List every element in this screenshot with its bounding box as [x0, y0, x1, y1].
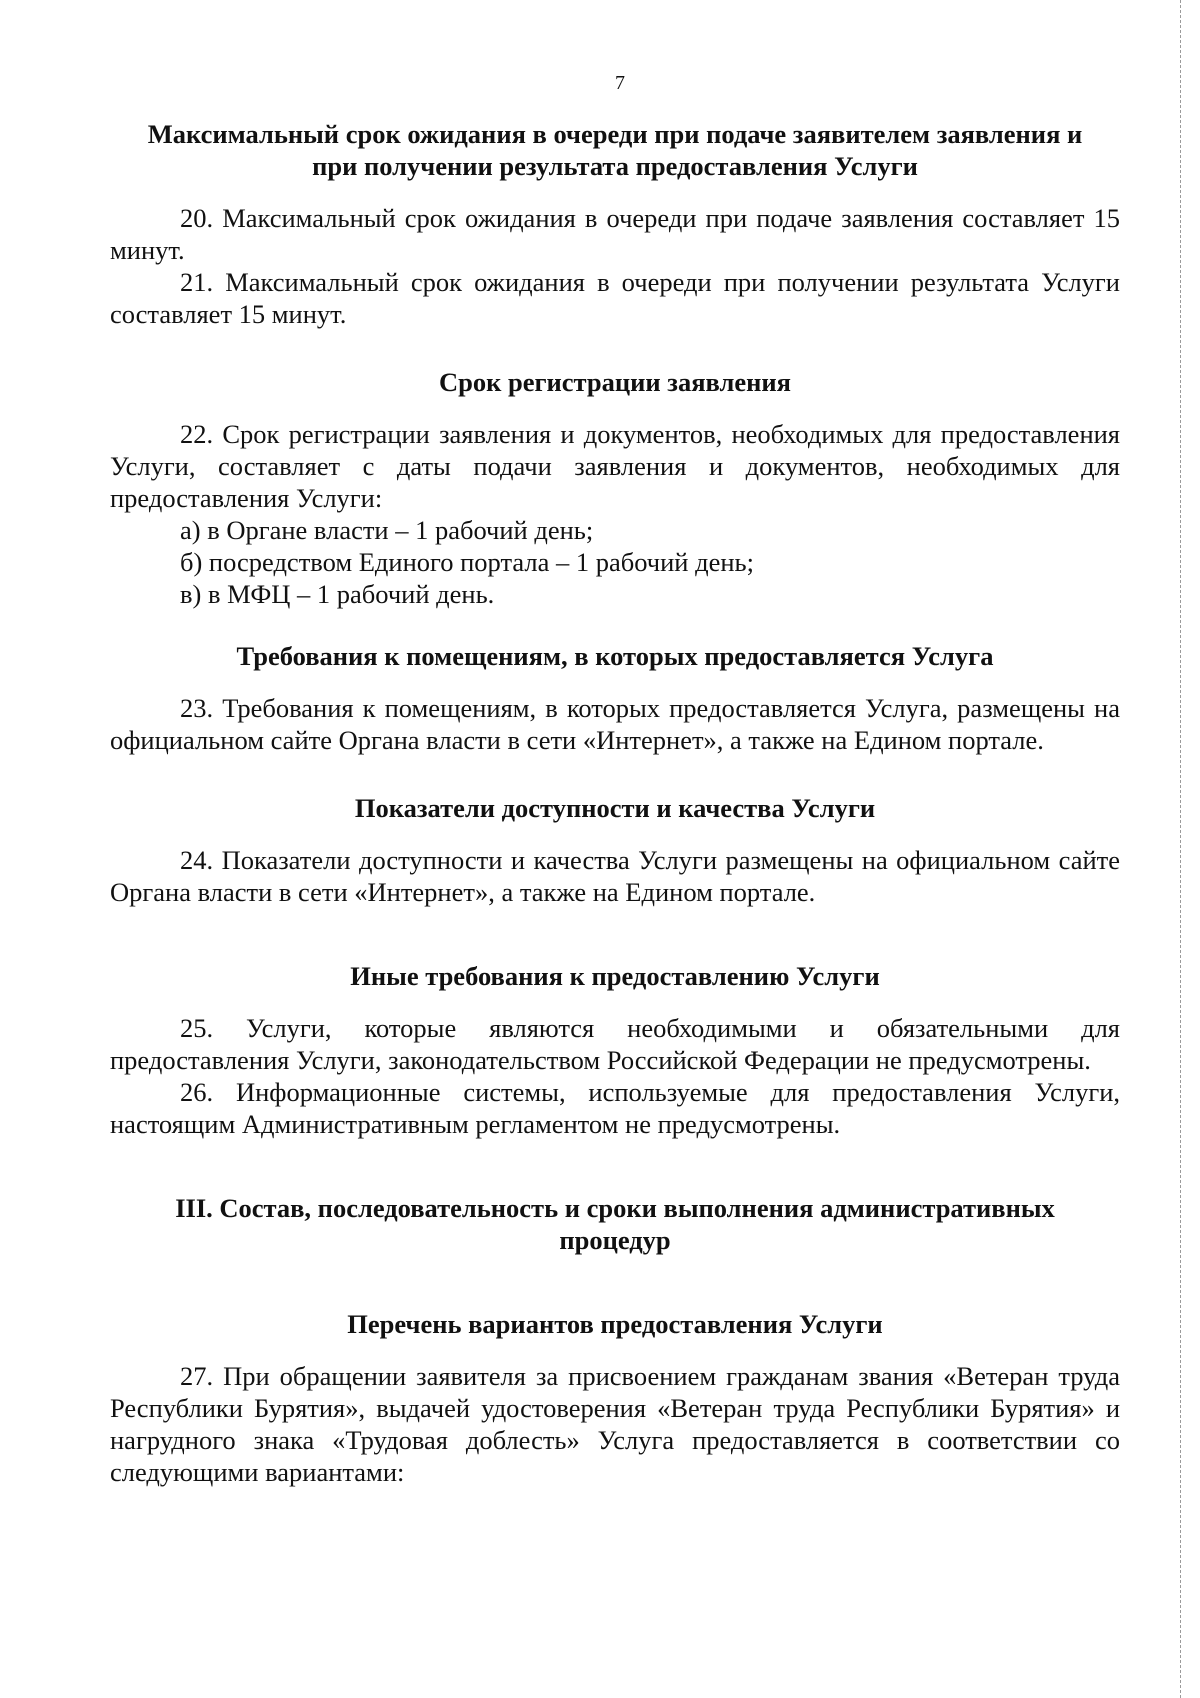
page-number: 7: [615, 72, 625, 94]
heading-premises-requirements: Требования к помещениям, в которых предоставляется Услуга: [236, 641, 994, 671]
list-item-b: б) посредством Единого портала – 1 рабочий день;: [180, 547, 754, 577]
heading-other-requirements: Иные требования к предоставлению Услуги: [350, 961, 880, 991]
document-body: [110, 118, 1120, 1488]
paragraph-20: 20. Максимальный срок ожидания в очереди при подаче заявления составляет 15 минут.: [110, 203, 1120, 265]
paragraph-25: 25. Услуги, которые являются необходимыми и обязательными для предоставления Услуги, законодательством Российской Федерации не предусмотрены.: [110, 1013, 1120, 1075]
scan-edge-line: [1180, 0, 1181, 1698]
heading-registration-period: Срок регистрации заявления: [438, 367, 792, 397]
paragraph-26: 26. Информационные системы, используемые для предоставления Услуги, настоящим Административным регламентом не предусмотрены.: [110, 1077, 1120, 1139]
paragraph-21: 21. Максимальный срок ожидания в очереди при получении результата Услуги составляет 15 минут.: [110, 267, 1120, 329]
paragraph-27: 27. При обращении заявителя за присвоением гражданам звания «Ветеран труда Республики Бурятия», выдачей удостоверения «Ветеран труда Республики Бурятия» и нагрудного знака «Трудовая доблесть» Услуга предоставляется в соответствии со следующими вариантами:: [110, 1361, 1120, 1487]
paragraph-22: 22. Срок регистрации заявления и документов, необходимых для предоставления Услуги, составляет с даты подачи заявления и документов, необходимых для предоставления Услуги:: [110, 419, 1120, 513]
paragraph-23: 23. Требования к помещениям, в которых предоставляется Услуга, размещены на официальном сайте Органа власти в сети «Интернет», а также на Едином портале.: [110, 693, 1120, 755]
list-item-a: а) в Органе власти – 1 рабочий день;: [180, 515, 594, 545]
heading-max-wait-time: Максимальный срок ожидания в очереди при подаче заявителем заявления и при получении результата предоставления Услуги: [147, 119, 1083, 181]
list-item-v: в) в МФЦ – 1 рабочий день.: [180, 579, 495, 609]
heading-section-iii: III. Состав, последовательность и сроки выполнения административных процедур: [175, 1193, 1055, 1255]
heading-accessibility-indicators: Показатели доступности и качества Услуги: [354, 793, 876, 823]
heading-service-variants: Перечень вариантов предоставления Услуги: [347, 1309, 883, 1339]
paragraph-24: 24. Показатели доступности и качества Услуги размещены на официальном сайте Органа власти в сети «Интернет», а также на Едином портале.: [110, 845, 1120, 907]
